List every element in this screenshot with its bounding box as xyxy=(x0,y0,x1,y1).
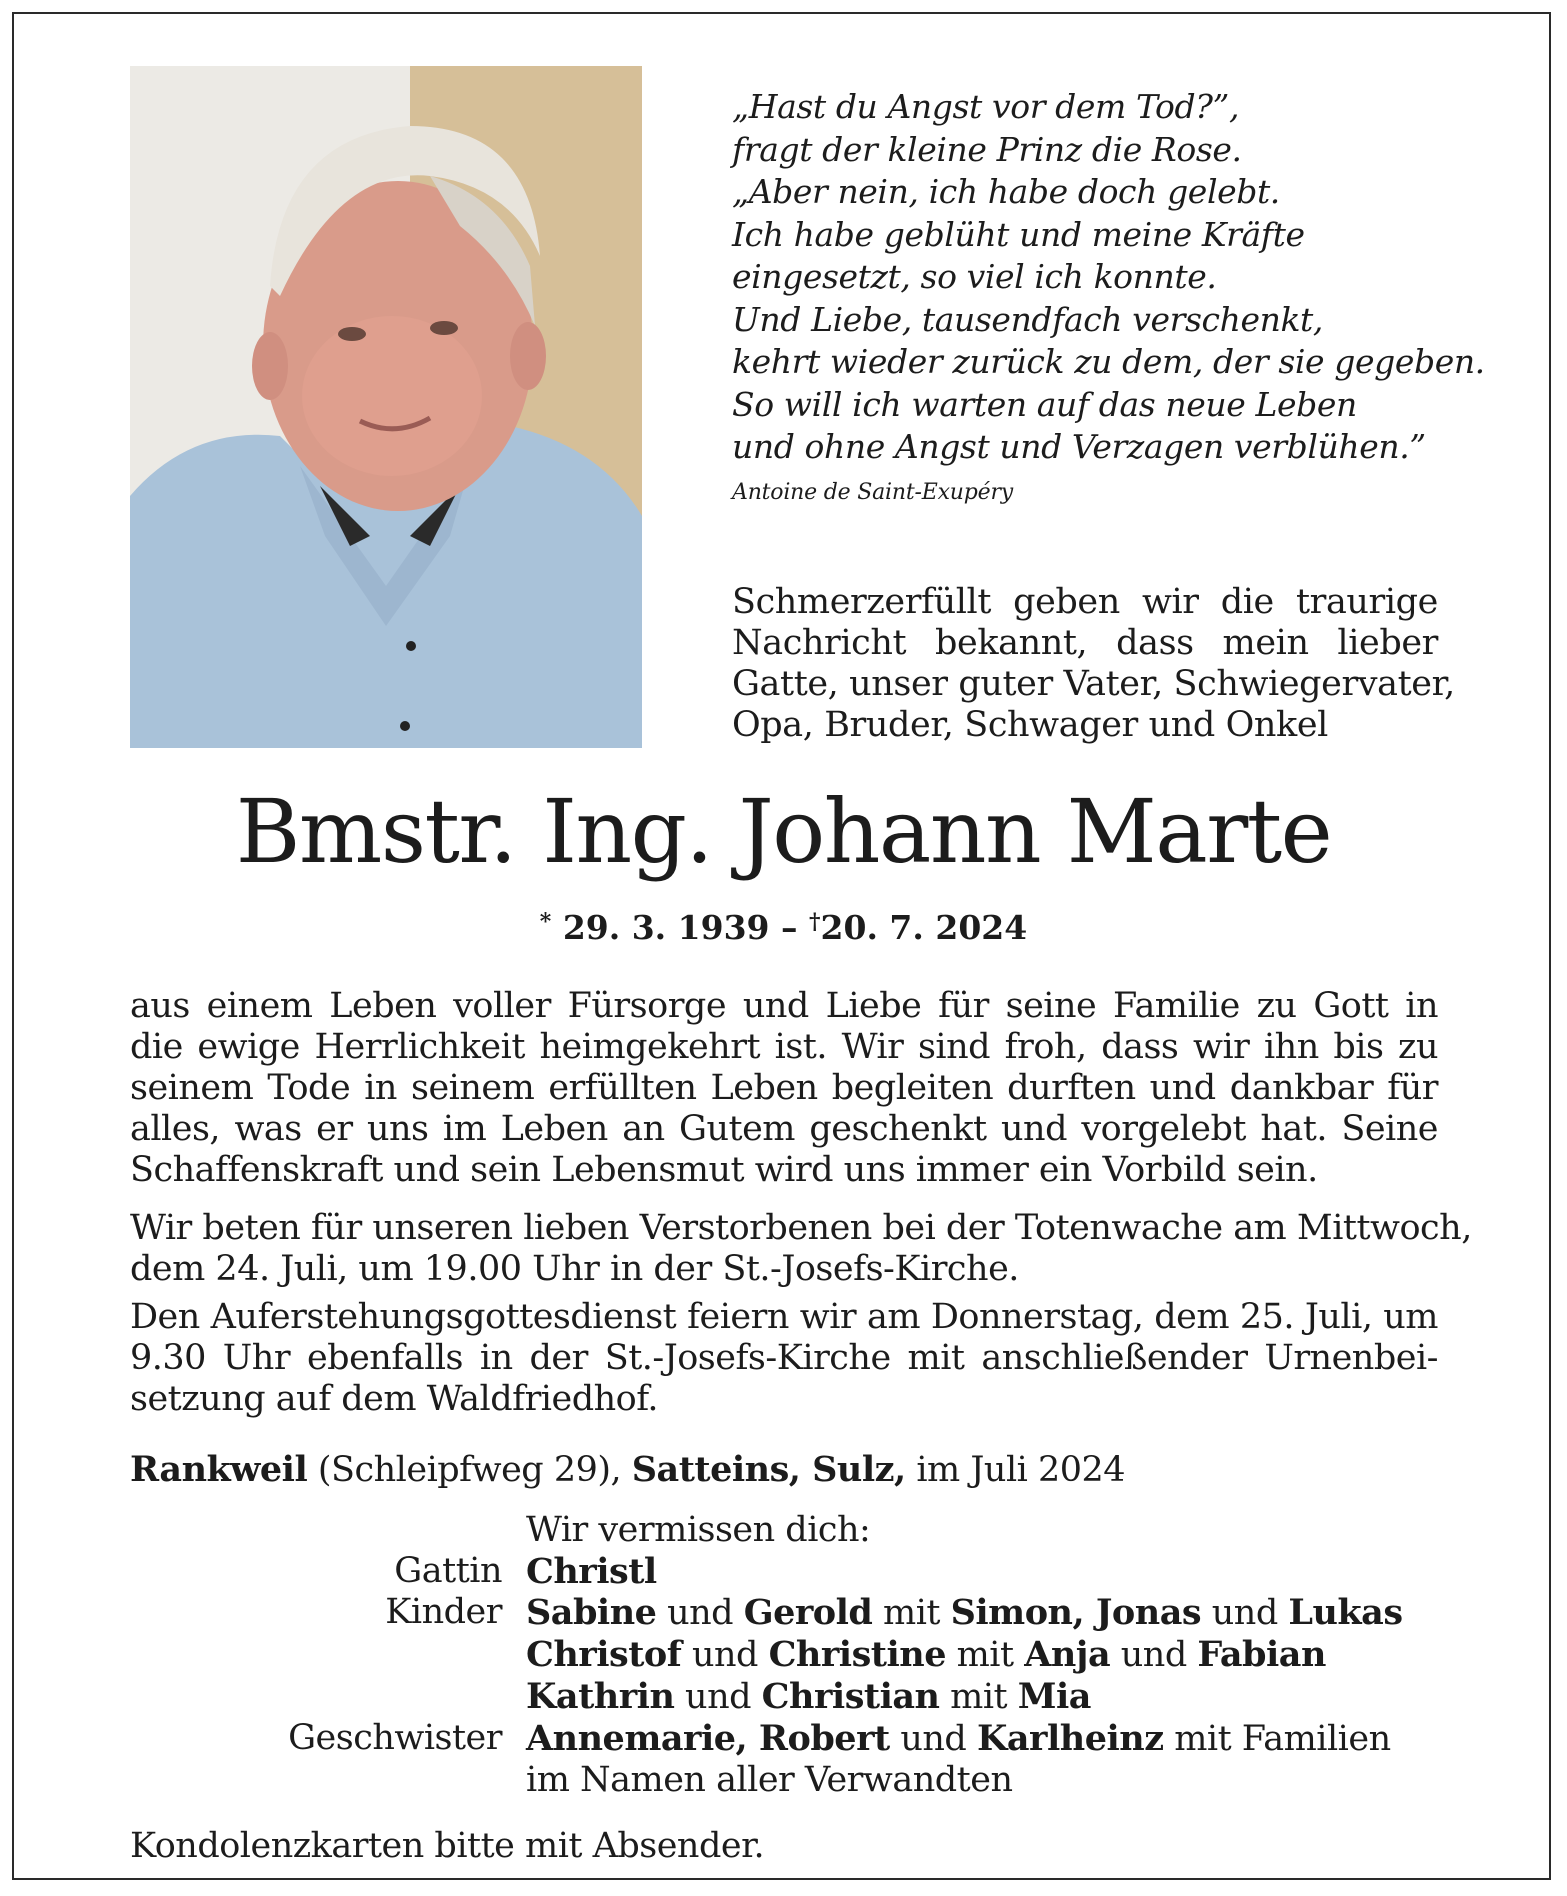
child-name: Christof xyxy=(526,1634,682,1675)
conjunction: und xyxy=(1110,1635,1198,1675)
siblings-suffix: mit Familien xyxy=(1163,1719,1391,1759)
birth-date: 29. 3. 1939 xyxy=(562,908,770,947)
quote-line: eingesetzt, so viel ich konnte. xyxy=(732,257,1217,296)
quote-line: Und Liebe, tausendfach verschenkt, xyxy=(732,299,1324,339)
towns-satteins-sulz: Satteins, Sulz, xyxy=(631,1449,906,1490)
conjunction: und xyxy=(681,1635,769,1675)
intro-text xyxy=(732,582,1455,746)
quote-line: So will ich warten auf das neue Leben xyxy=(732,384,1357,424)
spouse-label: Gattin xyxy=(394,1551,502,1591)
sibling-names: Annemarie, Robert xyxy=(526,1718,890,1759)
body-line: Schaffenskraft und sein Lebensmut wird uns immer ein Vorbild sein. xyxy=(130,1150,1318,1190)
body-paragraph-2 xyxy=(130,1208,1472,1290)
quote-block xyxy=(732,86,1485,469)
conjunction: und xyxy=(889,1719,977,1759)
quote-line: „Hast du Angst vor dem Tod?”, xyxy=(732,87,1240,126)
family-row-children-1 xyxy=(130,1592,1470,1634)
intro-line: Opa, Bruder, Schwager und Onkel xyxy=(732,705,1328,745)
conjunction: und xyxy=(656,1593,744,1633)
body-line: setzung auf dem Waldfriedhof. xyxy=(130,1379,659,1419)
death-date: 20. 7. 2024 xyxy=(820,908,1028,947)
quote-line: fragt der kleine Prinz die Rose. xyxy=(732,129,1242,169)
town-rankweil: Rankweil xyxy=(130,1449,308,1490)
partner-name: Christine xyxy=(768,1634,946,1675)
grandchildren-names: Simon, Jonas xyxy=(950,1592,1202,1633)
grandchild-name: Anja xyxy=(1024,1634,1111,1675)
body-paragraph-1 xyxy=(130,986,1438,1191)
intro-line: Schmerzerfüllt geben wir die traurige xyxy=(732,582,1438,622)
intro-line: Gatte, unser guter Vater, Schwiegervater, xyxy=(732,664,1455,704)
family-row-siblings xyxy=(130,1718,1470,1760)
body-line: alles, was er uns im Leben an Gutem geschenkt und vorgelebt hat. Seine xyxy=(130,1109,1438,1149)
body-line: dem 24. Juli, um 19.00 Uhr in der St.-Josefs-Kirche. xyxy=(130,1249,1019,1289)
body-line: die ewige Herrlichkeit heimgekehrt ist. Wir sind froh, dass wir ihn bis zu xyxy=(130,1027,1438,1067)
family-heading-row xyxy=(130,1510,1470,1551)
grandchild-name: Fabian xyxy=(1197,1634,1326,1675)
quote-author: Antoine de Saint-Exupéry xyxy=(732,480,1014,505)
relatives-text: im Namen aller Verwandten xyxy=(526,1760,1013,1800)
conjunction: und xyxy=(1201,1593,1289,1633)
body-line: seinem Tode in seinem erfüllten Leben begleiten durften und dankbar für xyxy=(130,1068,1438,1108)
portrait-photo xyxy=(130,66,642,748)
child-name: Kathrin xyxy=(526,1676,675,1717)
sibling-name: Karlheinz xyxy=(976,1718,1164,1759)
family-row-children-2 xyxy=(130,1634,1470,1676)
family-row-relatives xyxy=(130,1760,1470,1801)
children-label: Kinder xyxy=(385,1592,502,1632)
deceased-name: Bmstr. Ing. Johann Marte xyxy=(235,780,1332,883)
quote-line: Ich habe geblüht und meine Kräfte xyxy=(732,214,1305,254)
conjunction: mit xyxy=(872,1593,951,1633)
family-list xyxy=(130,1510,1470,1801)
quote-line: kehrt wieder zurück zu dem, der sie gegeben. xyxy=(732,342,1485,381)
spouse-name: Christl xyxy=(526,1551,657,1592)
place-date-line xyxy=(130,1449,1125,1490)
life-dates xyxy=(0,908,1567,947)
grandchild-name: Mia xyxy=(1017,1676,1091,1717)
intro-line: Nachricht bekannt, dass mein lieber xyxy=(732,623,1438,663)
death-symbol: † xyxy=(809,909,821,935)
quote-line: „Aber nein, ich habe doch gelebt. xyxy=(732,172,1280,211)
family-row-children-3 xyxy=(130,1676,1470,1718)
birth-symbol: * xyxy=(539,909,552,935)
conjunction: mit xyxy=(945,1635,1025,1675)
grandchild-name: Lukas xyxy=(1288,1592,1403,1633)
place-date: im Juli 2024 xyxy=(905,1450,1126,1490)
body-line: Den Auferstehungsgottesdienst feiern wir am Donnerstag, dem 25. Juli, um xyxy=(130,1297,1438,1337)
conjunction: und xyxy=(674,1677,762,1717)
partner-name: Gerold xyxy=(743,1592,873,1633)
siblings-label: Geschwister xyxy=(288,1718,502,1758)
footer-note: Kondolenzkarten bitte mit Absender. xyxy=(130,1826,765,1866)
address: (Schleipfweg 29), xyxy=(307,1450,632,1490)
conjunction: mit xyxy=(939,1677,1018,1717)
body-line: 9.30 Uhr ebenfalls in der St.-Josefs-Kirche mit anschließender Urnenbei- xyxy=(130,1338,1438,1378)
body-paragraph-3 xyxy=(130,1297,1438,1420)
partner-name: Christian xyxy=(761,1676,940,1717)
body-line: aus einem Leben voller Fürsorge und Liebe für seine Familie zu Gott in xyxy=(130,986,1438,1026)
child-name: Sabine xyxy=(526,1592,657,1633)
family-heading: Wir vermissen dich: xyxy=(526,1510,871,1550)
body-line: Wir beten für unseren lieben Verstorbenen bei der Totenwache am Mittwoch, xyxy=(130,1208,1472,1248)
family-row-spouse xyxy=(130,1551,1470,1592)
date-separator: – xyxy=(781,908,798,947)
quote-line: und ohne Angst und Verzagen verblühen.” xyxy=(732,427,1426,466)
